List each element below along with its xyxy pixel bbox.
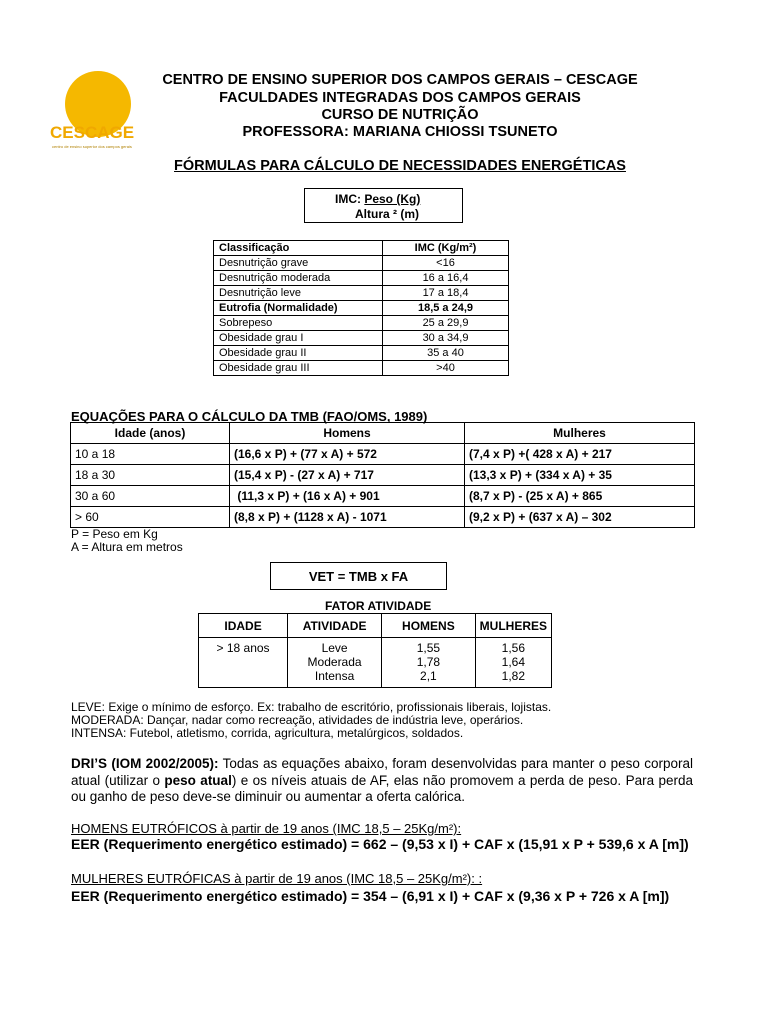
cell-imc: >40 (383, 361, 509, 376)
cell-classificacao: Desnutrição grave (214, 256, 383, 271)
table-row (214, 286, 509, 301)
cell-imc: 17 a 18,4 (383, 286, 509, 301)
cell-imc: 35 a 40 (383, 346, 509, 361)
tmb-title: EQUAÇÕES PARA O CÁLCULO DA TMB (FAO/OMS, 1989) (71, 409, 428, 424)
imc-formula-box (304, 188, 463, 223)
header-homens: Homens (230, 423, 465, 444)
header-faculty: FACULDADES INTEGRADAS DOS CAMPOS GERAIS (219, 90, 581, 106)
table-row (214, 301, 509, 316)
cell-idade: 30 a 60 (71, 486, 230, 507)
dris-paragraph (71, 756, 693, 806)
cell-mulheres: (8,7 x P) - (25 x A) + 865 (465, 486, 695, 507)
header-classificacao: Classificação (214, 241, 383, 256)
cell-homens (382, 638, 476, 688)
header-atividade: ATIVIDADE (288, 614, 382, 638)
mulheres-moderada: 1,64 (501, 655, 525, 669)
cell-classificacao: Desnutrição moderada (214, 271, 383, 286)
table-row (214, 331, 509, 346)
definition-moderada: MODERADA: Dançar, nadar como recreação, atividades de indústria leve, operários. (71, 713, 524, 727)
cell-mulheres (475, 638, 551, 688)
cell-homens: (15,4 x P) - (27 x A) + 717 (230, 465, 465, 486)
header-institution: CENTRO DE ENSINO SUPERIOR DOS CAMPOS GERAIS – CESCAGE (162, 72, 638, 88)
tmb-note-altura: A = Altura em metros (71, 540, 183, 554)
table-row (214, 346, 509, 361)
table-row (71, 444, 695, 465)
cell-classificacao: Desnutrição leve (214, 286, 383, 301)
header-idade: Idade (anos) (71, 423, 230, 444)
cell-idade: > 60 (71, 507, 230, 528)
page-title: FÓRMULAS PARA CÁLCULO DE NECESSIDADES ENERGÉTICAS (174, 158, 626, 174)
header-homens: HOMENS (382, 614, 476, 638)
cell-homens: (16,6 x P) + (77 x A) + 572 (230, 444, 465, 465)
cell-imc: 18,5 a 24,9 (383, 301, 509, 316)
table-header-row (199, 614, 552, 638)
vet-formula-box: VET = TMB x FA (270, 562, 447, 590)
table-row (71, 486, 695, 507)
cell-classificacao: Obesidade grau II (214, 346, 383, 361)
cell-idade: > 18 anos (199, 638, 288, 688)
table-header-row (214, 241, 509, 256)
cell-imc: 16 a 16,4 (383, 271, 509, 286)
mulheres-eer-heading: MULHERES EUTRÓFICAS à partir de 19 anos (IMC 18,5 – 25Kg/m²): : (71, 871, 483, 886)
cell-homens: (8,8 x P) + (1128 x A) - 1071 (230, 507, 465, 528)
homens-leve: 1,55 (416, 641, 441, 655)
header-professor: PROFESSORA: MARIANA CHIOSSI TSUNETO (242, 124, 558, 140)
cell-classificacao: Eutrofia (Normalidade) (214, 301, 383, 316)
cell-mulheres: (13,3 x P) + (334 x A) + 35 (465, 465, 695, 486)
homens-intensa: 2,1 (420, 669, 437, 683)
cell-classificacao: Obesidade grau III (214, 361, 383, 376)
cell-atividades (288, 638, 382, 688)
dris-text-1: Todas as equações abaixo, foram desenvolvidas para manter o peso corporal atual (utilizar o (71, 756, 693, 788)
definition-intensa: INTENSA: Futebol, atletismo, corrida, agricultura, metalúrgicos, soldados. (71, 726, 464, 740)
table-row (214, 256, 509, 271)
logo-tagline: centro de ensino superior dos campos gerais (52, 144, 132, 149)
atividade-leve: Leve (321, 641, 348, 655)
mulheres-eer-formula: EER (Requerimento energético estimado) = 354 – (6,91 x I) + CAF x (9,36 x P + 726 x A [m]) (71, 888, 670, 904)
cell-idade: 10 a 18 (71, 444, 230, 465)
homens-eer-heading: HOMENS EUTRÓFICOS à partir de 19 anos (IMC 18,5 – 25Kg/m²): (71, 821, 462, 836)
dris-label: DRI’S (IOM 2002/2005): (71, 756, 219, 771)
logo-text: CESCAGE (50, 123, 135, 142)
homens-eer-formula: EER (Requerimento energético estimado) = 662 – (9,53 x I) + CAF x (15,91 x P + 539,6 x A [m]) (71, 836, 689, 852)
cell-mulheres: (7,4 x P) +( 428 x A) + 217 (465, 444, 695, 465)
table-header-row (71, 423, 695, 444)
header-idade: IDADE (199, 614, 288, 638)
atividade-moderada: Moderada (307, 655, 362, 669)
tmb-note-peso: P = Peso em Kg (71, 527, 158, 541)
definition-leve: LEVE: Exige o mínimo de esforço. Ex: trabalho de escritório, profissionais liberais, lojistas. (71, 700, 552, 714)
header-mulheres: Mulheres (465, 423, 695, 444)
cell-imc: <16 (383, 256, 509, 271)
cell-homens: (11,3 x P) + (16 x A) + 901 (230, 486, 465, 507)
cell-mulheres: (9,2 x P) + (637 x A) – 302 (465, 507, 695, 528)
cell-imc: 30 a 34,9 (383, 331, 509, 346)
imc-formula-numerator: IMC: Peso (Kg) (335, 192, 421, 206)
cell-classificacao: Obesidade grau I (214, 331, 383, 346)
cell-imc: 25 a 29,9 (383, 316, 509, 331)
table-row (214, 361, 509, 376)
dris-text-2: ) e os níveis atuais de AF, elas não promovem a perda de peso. Para perda ou ganho de peso deve-se diminuir ou aumentar a oferta calórica. (71, 772, 693, 804)
header-course: CURSO DE NUTRIÇÃO (321, 107, 479, 123)
header-imc: IMC (Kg/m²) (383, 241, 509, 256)
fator-atividade-table (198, 613, 552, 688)
table-row (71, 507, 695, 528)
table-row (214, 316, 509, 331)
cell-classificacao: Sobrepeso (214, 316, 383, 331)
table-row (71, 465, 695, 486)
mulheres-intensa: 1,82 (501, 669, 525, 683)
imc-formula-denominator: Altura ² (m) (355, 207, 419, 221)
table-row (199, 638, 552, 688)
cell-idade: 18 a 30 (71, 465, 230, 486)
imc-classification-table (213, 240, 509, 376)
fator-atividade-title: FATOR ATIVIDADE (325, 599, 432, 613)
header-mulheres: MULHERES (475, 614, 551, 638)
atividade-intensa: Intensa (314, 669, 355, 683)
homens-moderada: 1,78 (416, 655, 441, 669)
dris-peso-atual: peso atual (164, 772, 232, 788)
mulheres-leve: 1,56 (501, 641, 525, 655)
table-row (214, 271, 509, 286)
tmb-equations-table (70, 422, 695, 528)
